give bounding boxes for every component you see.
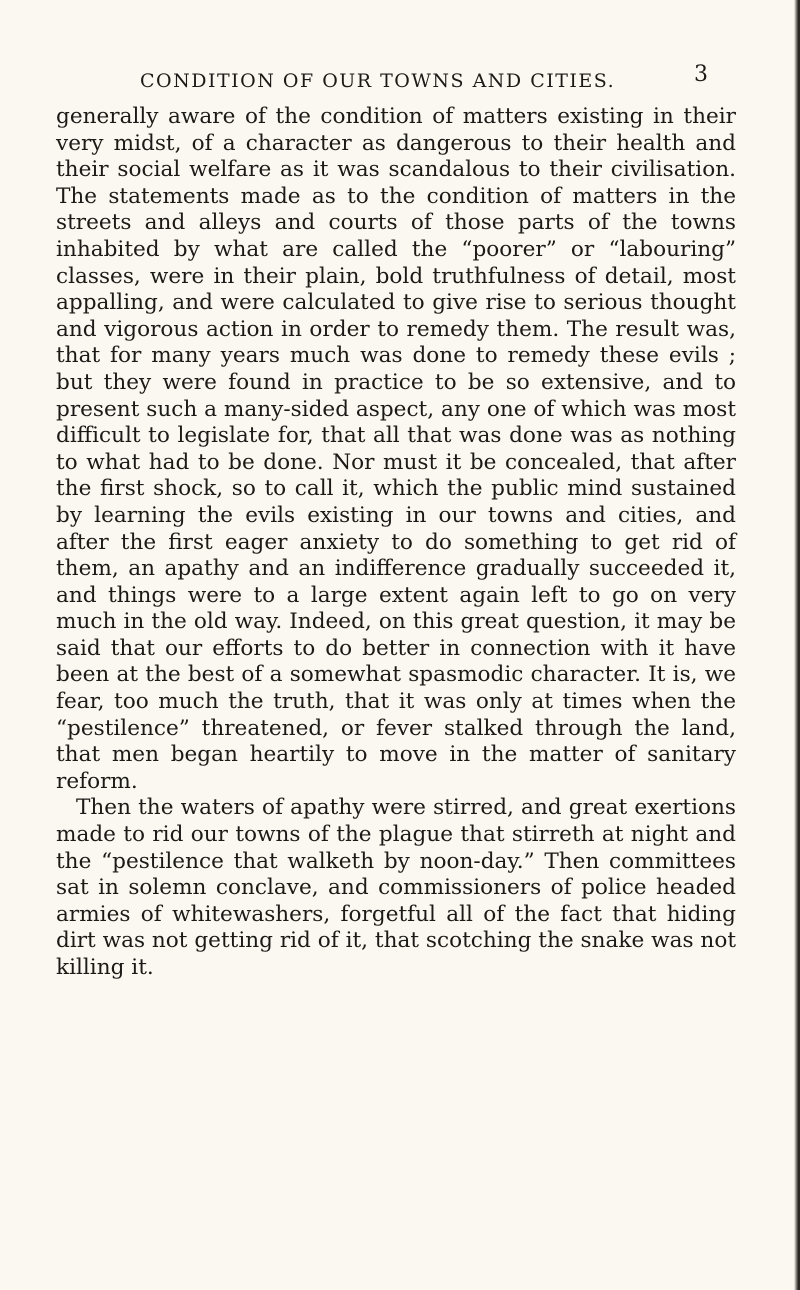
paragraph-1: generally aware of the condition of matters existing in their very midst, of a character as dangerous to their health and their social welfare as it was scandalous to their civilisation. The statements made as to the condition of matters in the streets and alleys and courts of those parts of the towns inhabited by what are called the “poorer” or “labouring” classes, were in their plain, bold truthfulness of detail, most appalling, and were calculated to give rise to serious thought and vigorous action in order to remedy them. The result was, that for many years much was done to remedy these evils ; but they were found in practice to be so extensive, and to present such a many-sided aspect, any one of which was most difficult to legislate for, that all that was done was as nothing to what had to be done. Nor must it be concealed, that after the first shock, so to call it, which the public mind sustained by learning the evils existing in our towns and cities, and after the first eager anxiety to do something to get rid of them, an apathy and an indifference gradually succeeded it, and things were to a large extent again left to go on very much in the old way. Indeed, on this great question, it may be said that our efforts to do better in connection with it have been at the best of a somewhat spasmodic character. It is, we fear, too much the truth, that it was only at times when the “pestilence” threatened, or fever stalked through the land, that men began heartily to move in the matter of sanitary reform. [56,104,736,794]
header-title: CONDITION OF OUR TOWNS AND CITIES. [140,70,616,92]
book-page [56,58,736,982]
body-text [56,104,736,982]
running-header [56,58,736,104]
page-edge-shadow [794,0,800,1290]
page-number: 3 [694,62,708,87]
paragraph-2: Then the waters of apathy were stirred, and great exertions made to rid our towns of the plague that stirreth at night and the “pestilence that walketh by noon-day.” Then committees sat in solemn conclave, and commissioners of police headed armies of whitewashers, forgetful all of the fact that hiding dirt was not getting rid of it, that scotching the snake was not killing it. [56,795,736,980]
